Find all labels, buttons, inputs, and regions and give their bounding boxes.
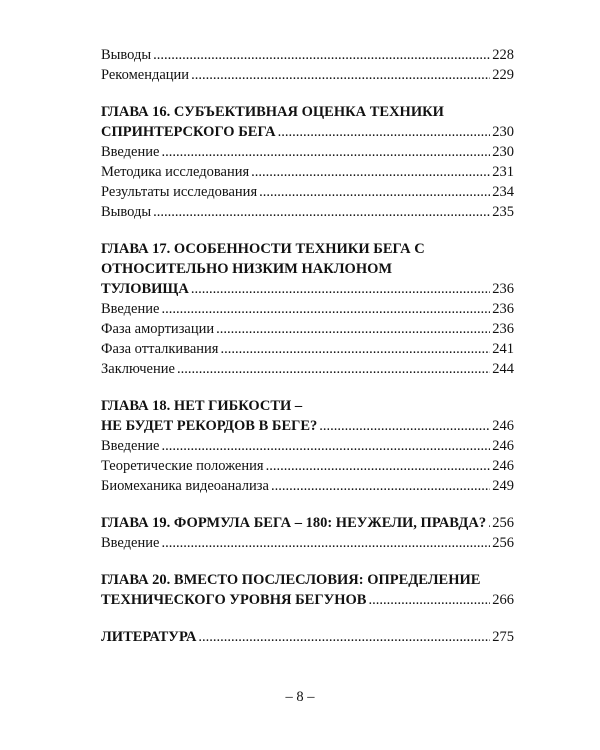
chapter-page: 266 [492,592,514,608]
toc-entry-title: Результаты исследования [101,184,258,200]
chapter-16 [101,102,514,222]
toc-entry [101,65,514,85]
toc-entry-title: Выводы [101,47,152,63]
dot-leader [271,476,490,496]
dot-leader [220,339,490,359]
toc-entry-page: 230 [492,144,514,160]
toc-entry-title: Методика исследования [101,164,250,180]
chapter-heading: ГЛАВА 16. СУБЪЕКТИВНАЯ ОЦЕНКА ТЕХНИКИ [101,104,444,120]
chapter-heading-entry [101,122,514,142]
toc-entry [101,339,514,359]
chapter-page: 256 [492,515,514,531]
dot-leader [161,299,490,319]
dot-leader [488,513,490,533]
literature-section [101,627,514,647]
dot-leader [259,182,490,202]
toc-entry [101,202,514,222]
toc-entry [101,456,514,476]
toc-entry-page: 229 [492,67,514,83]
toc-entry-page: 246 [492,458,514,474]
dot-leader [161,533,490,553]
toc-entry [101,162,514,182]
page-number: – 8 – [285,689,315,705]
toc-entry [101,476,514,496]
dot-leader [161,142,490,162]
chapter-heading: ГЛАВА 18. НЕТ ГИБКОСТИ – [101,398,303,414]
dot-leader [153,202,490,222]
chapter-heading-last-line: ТУЛОВИЩА [101,281,189,297]
toc-entry [101,299,514,319]
toc-entry-title: Фаза амортизации [101,321,215,337]
dot-leader [177,359,490,379]
toc-entry-page: 256 [492,535,514,551]
toc-entry [101,319,514,339]
chapter-page: 275 [492,629,514,645]
toc-entry-page: 234 [492,184,514,200]
chapter-heading-last-line: НЕ БУДЕТ РЕКОРДОВ В БЕГЕ? [101,418,318,434]
chapter-heading-last-line: СПРИНТЕРСКОГО БЕГА [101,124,276,140]
dot-leader [368,590,490,610]
toc-entry-title: Биомеханика видеоанализа [101,478,269,494]
chapter-heading-entry [101,627,514,647]
toc-entry-page: 246 [492,438,514,454]
toc-entry-title: Введение [101,144,160,160]
dot-leader [278,122,491,142]
chapter-page: 230 [492,124,514,140]
chapter-heading: ОТНОСИТЕЛЬНО НИЗКИМ НАКЛОНОМ [101,261,393,277]
chapter-page: 246 [492,418,514,434]
chapter-heading-last-line: ГЛАВА 19. ФОРМУЛА БЕГА – 180: НЕУЖЕЛИ, ПРАВДА? [101,515,487,531]
toc-entry-title: Введение [101,438,160,454]
toc-entry-title: Введение [101,301,160,317]
chapter-20 [101,570,514,610]
chapter-heading-last-line: ТЕХНИЧЕСКОГО УРОВНЯ БЕГУНОВ [101,592,367,608]
toc-entry-title: Выводы [101,204,152,220]
toc-entry-title: Рекомендации [101,67,190,83]
toc-entry-page: 244 [492,361,514,377]
toc-entry-page: 236 [492,301,514,317]
toc-entry-title: Заключение [101,361,175,377]
dot-leader [266,456,491,476]
toc-entry-page: 241 [492,341,514,357]
toc-entry [101,436,514,456]
toc-entry-page: 231 [492,164,514,180]
toc-entry [101,359,514,379]
dot-leader [153,45,490,65]
toc-entry [101,533,514,553]
toc-entry-page: 228 [492,47,514,63]
toc-entry-title: Введение [101,535,160,551]
chapter-heading: ГЛАВА 20. ВМЕСТО ПОСЛЕСЛОВИЯ: ОПРЕДЕЛЕНИЕ [101,572,481,588]
chapter-heading-entry [101,513,514,533]
chapter-17 [101,239,514,379]
toc-entry [101,45,514,65]
dot-leader [191,279,490,299]
chapter-heading-entry [101,590,514,610]
toc-entry-page: 249 [492,478,514,494]
toc-entry-page: 235 [492,204,514,220]
chapter-heading-entry [101,416,514,436]
toc-entry-page: 236 [492,321,514,337]
toc-entry-title: Теоретические положения [101,458,264,474]
toc-entry-title: Фаза отталкивания [101,341,219,357]
dot-leader [319,416,490,436]
chapter-heading-entry [101,279,514,299]
dot-leader [191,65,490,85]
toc-entry [101,142,514,162]
chapter-18 [101,396,514,496]
dot-leader [216,319,490,339]
chapter-page: 236 [492,281,514,297]
chapter-19 [101,513,514,553]
chapter-heading: ГЛАВА 17. ОСОБЕННОСТИ ТЕХНИКИ БЕГА С [101,241,425,257]
chapter-heading-last-line: ЛИТЕРАТУРА [101,629,197,645]
toc-entry [101,182,514,202]
dot-leader [198,627,490,647]
table-of-contents [101,45,514,647]
dot-leader [251,162,490,182]
dot-leader [161,436,490,456]
